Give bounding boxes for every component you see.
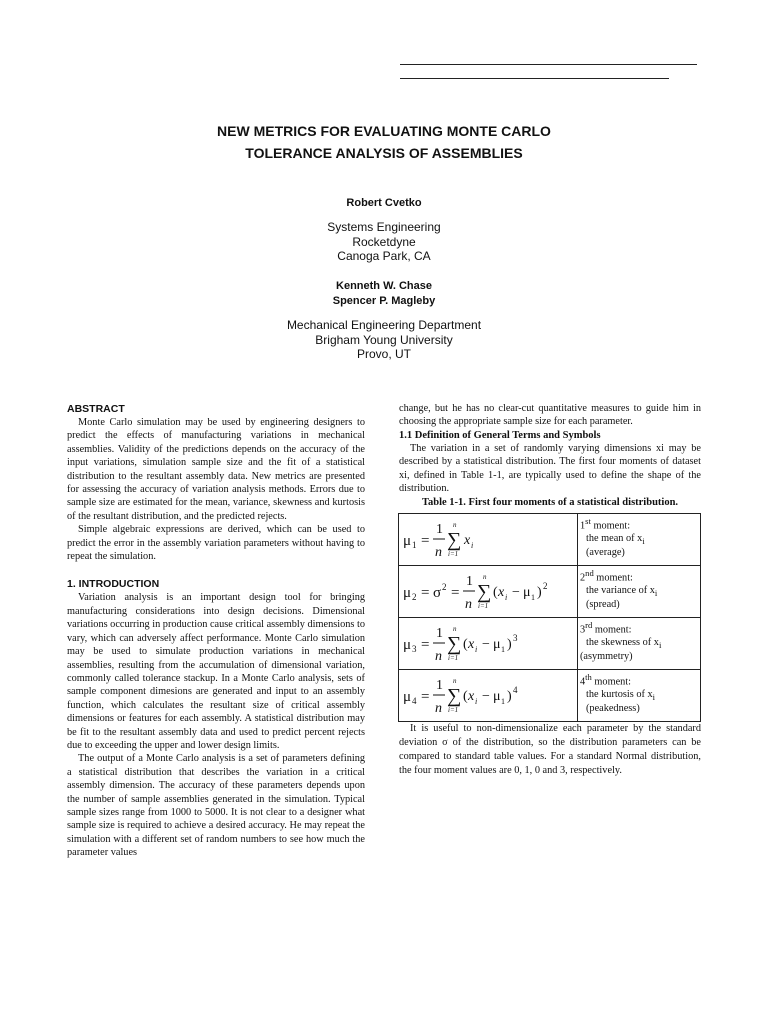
svg-text:μ: μ	[403, 585, 412, 601]
svg-text:∑: ∑	[447, 685, 462, 707]
svg-text:2: 2	[412, 592, 417, 602]
svg-text:4: 4	[513, 685, 518, 695]
affiliation-line: Systems Engineering	[327, 220, 441, 234]
svg-text:n: n	[453, 625, 457, 633]
svg-text:=: =	[421, 585, 430, 601]
svg-text:n: n	[465, 597, 472, 612]
svg-text:n: n	[435, 649, 442, 664]
affiliation-line: Rocketdyne	[352, 234, 416, 249]
svg-text:μ: μ	[403, 533, 412, 549]
table-row	[399, 566, 701, 618]
definitions-paragraph: The variation in a set of randomly varying dimensions xi may be described by a statistical distribution. The first four moments of dataset xi, defined in Table 1-1, are typically used to define the shape of the distribution.	[399, 442, 701, 495]
svg-text:i=1: i=1	[448, 654, 459, 662]
svg-text:n: n	[435, 545, 442, 560]
svg-text:1: 1	[466, 574, 473, 589]
moment-3-description: 3rd moment: the skewness of $x_i$ (asymmetry)	[578, 618, 701, 670]
author-name: Kenneth W. Chase	[336, 280, 432, 292]
svg-text:−: −	[512, 585, 520, 600]
svg-text:σ: σ	[433, 585, 442, 601]
author-name: Robert Cvetko	[346, 197, 422, 209]
svg-text:−: −	[482, 689, 490, 704]
paper-title-line-1: NEW METRICS FOR EVALUATING MONTE CARLO	[217, 123, 551, 139]
svg-text:1: 1	[501, 645, 505, 654]
moment-2-description: 2nd moment: the variance of $x_i$ (spread)	[578, 566, 701, 618]
left-column	[67, 402, 365, 860]
svg-text:1: 1	[436, 522, 443, 537]
moment-2-equation	[399, 566, 578, 618]
svg-text:μ: μ	[493, 689, 501, 704]
svg-text:3: 3	[513, 633, 518, 643]
svg-text:(: (	[493, 585, 498, 600]
paper-title-line-2: TOLERANCE ANALYSIS OF ASSEMBLIES	[245, 145, 523, 161]
moments-table	[398, 513, 701, 722]
introduction-paragraph: Variation analysis is an important design tool for bringing manufacturing considerations into design decisions. Dimensional variations occurring in production cause critical assembly dimensions to vary, which can adversely affect performance. Monte Carlo simulation may be used to simulate production variations in mechanical assemblies, resulting from the accumulation of dimensional variation, commonly called tolerance stackup. In a Monte Carlo analysis, sets of sample component dimesions are generated and input to an assembly function, which calculates the resultant size of critical assembly dimensions or features for each assembly. A statistical distribution may be fit to the resultant assembly data and used to predict percent rejects due to exceeding the upper and lower design limits.	[67, 592, 365, 751]
svg-text:=: =	[421, 689, 430, 705]
svg-text:μ: μ	[493, 637, 501, 652]
right-column	[399, 402, 701, 510]
svg-text:n: n	[435, 701, 442, 716]
right-column-lower	[399, 722, 701, 778]
svg-text:1: 1	[436, 626, 443, 641]
svg-text:n: n	[483, 573, 487, 581]
svg-text:2: 2	[543, 581, 548, 591]
svg-text:n: n	[453, 677, 457, 685]
affiliation-line: Mechanical Engineering Department	[286, 318, 482, 332]
affiliation-line: Provo, UT	[356, 347, 411, 361]
moment-1-equation	[399, 514, 578, 566]
svg-text:): )	[507, 637, 512, 652]
table-row	[399, 514, 701, 566]
svg-text:): )	[537, 585, 542, 600]
svg-text:n: n	[453, 521, 457, 529]
svg-text:1: 1	[412, 540, 417, 550]
header-rule-top	[400, 64, 697, 65]
author-name: Spencer P. Magleby	[332, 295, 436, 307]
svg-text:2: 2	[442, 582, 447, 592]
moment-4-equation	[399, 670, 578, 722]
svg-text:μ: μ	[403, 637, 412, 653]
abstract-paragraph: Monte Carlo simulation may be used by engineering designers to predict the effects of manufacturing variations in mechanical assemblies. Validity of the predictions depends on the accuracy of the input variations, simulation sample size and the fit of a statistical distribution to the resultant assembly data. New metrics are presented for assessing the accuracy of variation analysis methods. Errors due to sample size are estimated for the mean, variance, skewness and kurtosis of the resultant distribution, and the predicted rejects.	[67, 417, 365, 522]
svg-text:(: (	[463, 689, 468, 704]
svg-text:1: 1	[531, 593, 535, 602]
affiliation-line: Brigham Young University	[315, 332, 453, 347]
svg-text:=: =	[451, 585, 460, 601]
abstract-heading: ABSTRACT	[67, 403, 125, 415]
svg-text:μ: μ	[523, 585, 531, 600]
abstract-paragraph: Simple algebraic expressions are derived, which can be used to predict the error in the assembly variation parameters without having to repeat the simulation.	[67, 524, 365, 563]
svg-text:3: 3	[412, 644, 417, 654]
svg-text:i=1: i=1	[448, 706, 459, 714]
introduction-paragraph-continued: change, but he has no clear-cut quantitative measures to guide him in choosing the appropriate sample size for each parameter.	[399, 403, 701, 428]
svg-text:4: 4	[412, 696, 417, 706]
table-caption: Table 1-1. First four moments of a statistical distribution.	[421, 497, 679, 509]
introduction-paragraph: The output of a Monte Carlo analysis is a set of parameters defining a statistical distribution that describes the variation in a critical assembly dimension. The accuracy of these parameters depends upon the number of sample assemblies generated in the simulation. Typical sample sizes range from 1000 to 5000. It is not clear to a designer what sample size is required to achieve a desired accuracy. He may repeat the simulation with a different set of random numbers to see how much the parameter values	[67, 753, 365, 859]
moment-3-equation	[399, 618, 578, 670]
table-row	[399, 618, 701, 670]
svg-text:(: (	[463, 637, 468, 652]
svg-text:i: i	[475, 697, 478, 706]
svg-text:i: i	[471, 541, 474, 550]
svg-text:i: i	[505, 593, 508, 602]
header-rule-bottom	[400, 78, 669, 79]
svg-text:∑: ∑	[447, 633, 462, 655]
svg-text:i: i	[475, 645, 478, 654]
svg-text:x: x	[468, 689, 475, 704]
svg-text:1: 1	[501, 697, 505, 706]
svg-text:1: 1	[436, 678, 443, 693]
svg-text:μ: μ	[403, 689, 412, 705]
svg-text:x: x	[468, 637, 475, 652]
definitions-heading: 1.1 Definition of General Terms and Symbols	[399, 429, 601, 441]
svg-text:x: x	[464, 533, 471, 548]
moment-4-description: 4th moment: the kurtosis of $x_i$ (peakedness)	[578, 670, 701, 722]
table-row	[399, 670, 701, 722]
svg-text:∑: ∑	[447, 529, 462, 551]
svg-text:x: x	[498, 585, 505, 600]
affiliation-line: Canoga Park, CA	[337, 249, 431, 263]
moment-1-description: 1st moment: the mean of $x_i$ (average)	[578, 514, 701, 566]
svg-text:): )	[507, 689, 512, 704]
svg-text:−: −	[482, 637, 490, 652]
svg-text:i=1: i=1	[478, 602, 489, 610]
svg-text:=: =	[421, 533, 430, 549]
svg-text:∑: ∑	[477, 581, 492, 603]
introduction-heading: 1. INTRODUCTION	[67, 578, 160, 591]
svg-text:=: =	[421, 637, 430, 653]
definitions-paragraph: It is useful to non-dimensionalize each parameter by the standard deviation σ of the distribution, so the distribution parameters can be compared to standard table values. For a standard Normal distribution, the four moment values are 0, 1, 0 and 3, respectively.	[399, 723, 701, 776]
svg-text:i=1: i=1	[448, 550, 459, 558]
